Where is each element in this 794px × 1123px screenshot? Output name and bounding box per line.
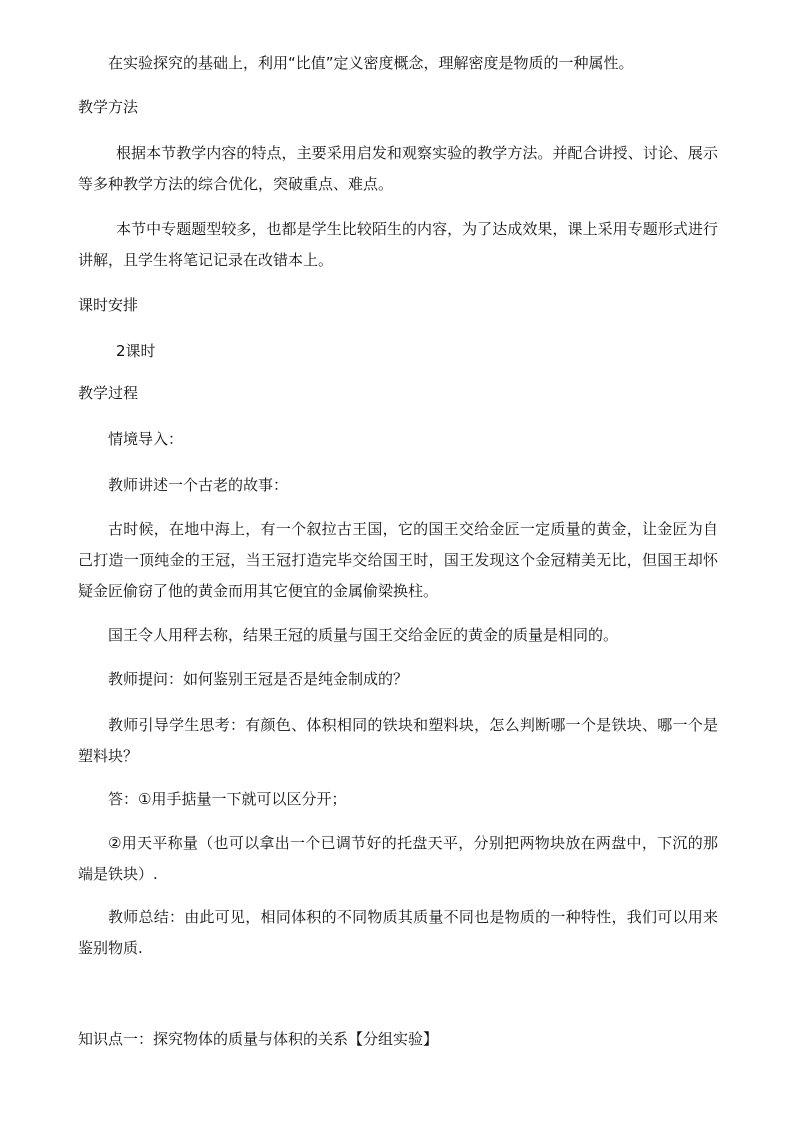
story-paragraph: 古时候，在地中海上，有一个叙拉古王国，它的国王交给金匠一定质量的黄金，让金匠为自己打造一顶纯金的王冠，当王冠打造完毕交给国王时，国王发现这个金冠精美无比，但国王却怀疑金匠偷窃了他的黄金而用其它便宜的金属偷梁换柱。 [78,520,718,600]
section-heading-teaching-method: 教学方法 [78,98,139,116]
process-intro-paragraph: 情境导入： [108,430,184,448]
answer-paragraph-2: ②用天平称量（也可以拿出一个已调节好的托盘天平，分别把两物块放在两盘中，下沉的那端是铁块）. [78,834,718,883]
teacher-guide-paragraph: 教师引导学生思考：有颜色、体积相同的铁块和塑料块，怎么判断哪一个是铁块、哪一个是塑料块？ [78,716,718,765]
teacher-question-paragraph: 教师提问：如何鉴别王冠是否是纯金制成的？ [108,670,409,688]
section-heading-knowledge-point-1: 知识点一：探究物体的质量与体积的关系【分组实验】 [78,1030,439,1048]
story-intro-paragraph: 教师讲述一个古老的故事： [108,476,289,494]
answer-paragraph-1: 答：①用手掂量一下就可以区分开； [108,790,347,808]
section-heading-schedule: 课时安排 [78,296,139,314]
objective-paragraph: 在实验探究的基础上，利用“比值”定义密度概念，理解密度是物质的一种属性。 [108,54,634,72]
section-heading-process: 教学过程 [78,384,139,402]
schedule-paragraph: 2课时 [116,342,156,360]
method-paragraph-2: 本节中专题题型较多，也都是学生比较陌生的内容，为了达成效果，课上采用专题形式进行讲解，且学生将笔记记录在改错本上。 [78,220,718,269]
method-paragraph-1: 根据本节教学内容的特点，主要采用启发和观察实验的教学方法。并配合讲授、讨论、展示等多种教学方法的综合优化，突破重点、难点。 [78,144,718,193]
king-weigh-paragraph: 国王令人用秤去称，结果王冠的质量与国王交给金匠的黄金的质量是相同的。 [108,626,619,644]
teacher-summary-paragraph: 教师总结：由此可见，相同体积的不同物质其质量不同也是物质的一种特性，我们可以用来鉴别物质. [78,908,718,957]
